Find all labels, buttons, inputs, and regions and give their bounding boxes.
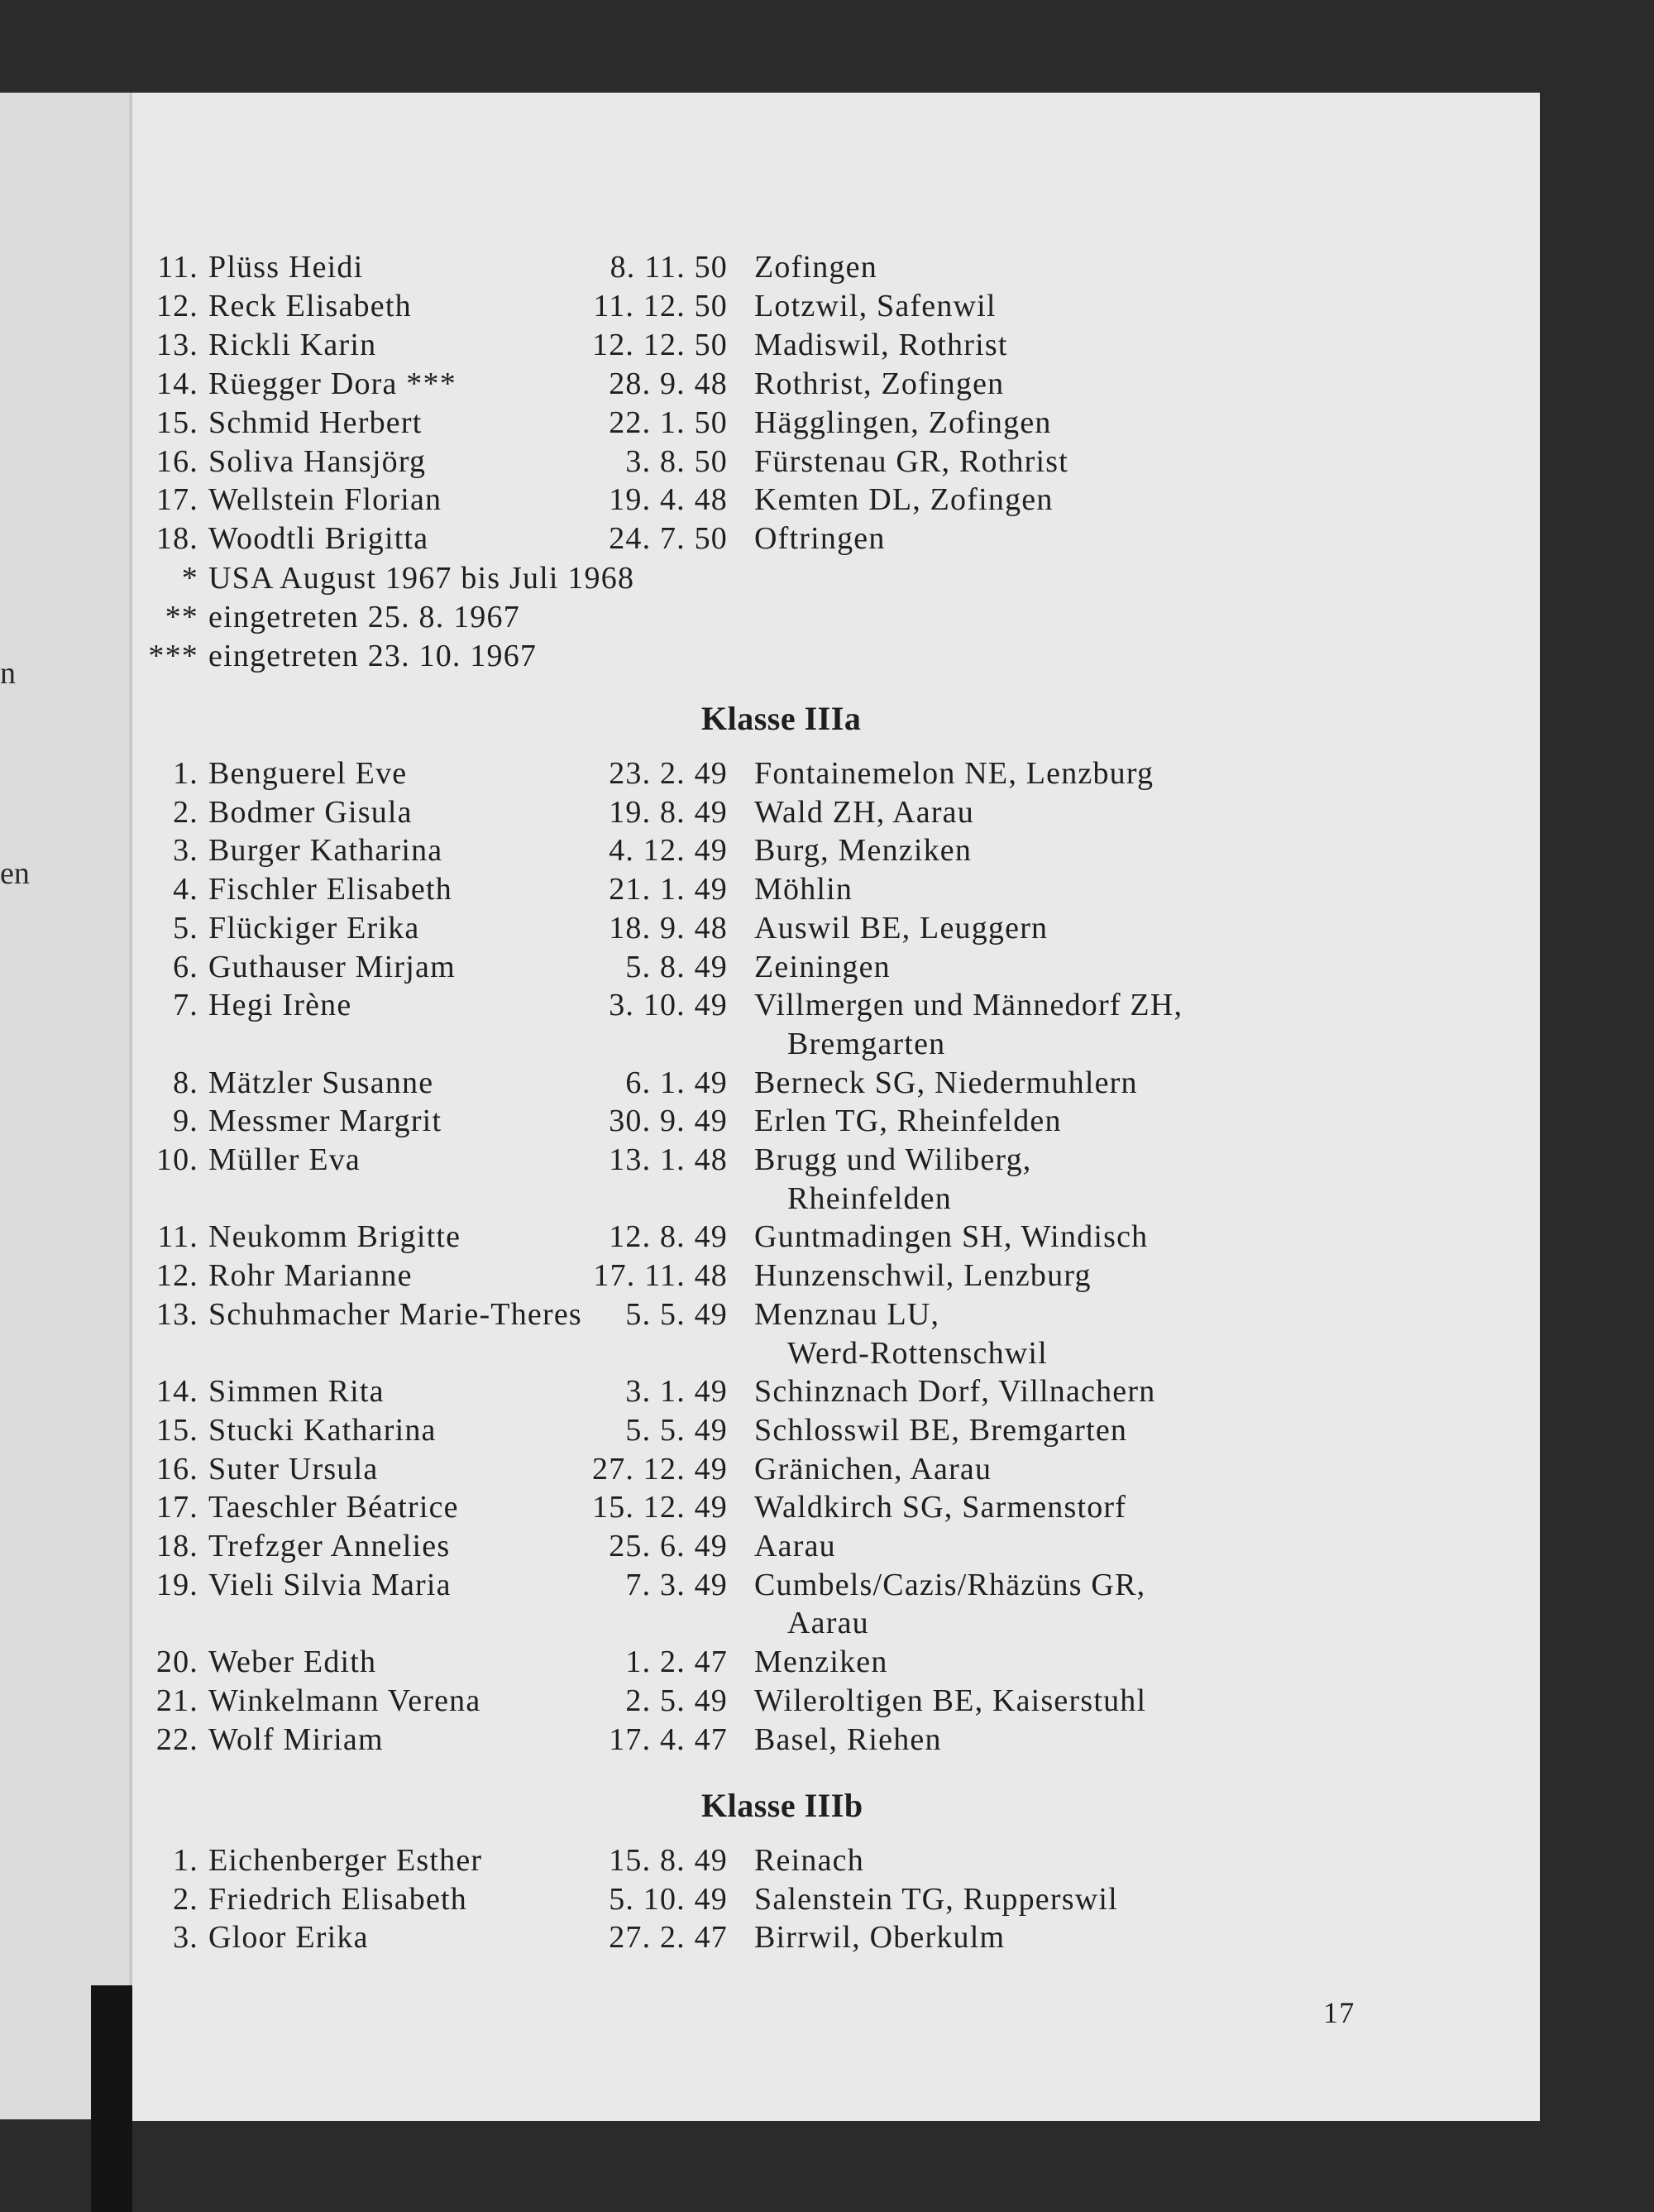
student-name: Rickli Karin (208, 327, 377, 362)
footnote-text: eingetreten 25. 8. 1967 (208, 600, 520, 634)
student-name: Flückiger Erika (208, 910, 420, 946)
place-of-origin: Lotzwil, Safenwil (754, 288, 997, 323)
birth-date: 2. 5. 49 (625, 1683, 728, 1718)
table-row (132, 909, 1538, 947)
place-of-origin: Menznau LU, (754, 1296, 940, 1332)
row-number: 18. (155, 1529, 198, 1563)
student-name: Schuhmacher Marie-Theres (208, 1296, 582, 1332)
birth-date: 17. 11. 48 (593, 1258, 728, 1294)
place-of-origin: Gränichen, Aarau (754, 1451, 992, 1487)
student-name: Benguerel Eve (208, 756, 408, 791)
left-page-fragment: n (0, 656, 16, 691)
row-number: 7. (173, 988, 198, 1023)
birth-date: 15. 12. 49 (592, 1490, 728, 1525)
table-row-continuation (132, 1334, 1538, 1372)
place-of-origin: Oftringen (754, 521, 886, 557)
footnote-mark: * (181, 561, 198, 596)
row-number: 3. (173, 833, 198, 869)
place-of-origin: Fürstenau GR, Rothrist (754, 443, 1069, 479)
table-row (132, 870, 1538, 908)
row-number: 16. (155, 443, 198, 479)
row-number: 4. (173, 872, 198, 907)
table-row-continuation (132, 1180, 1538, 1218)
table-row (132, 831, 1538, 869)
footnote (132, 598, 959, 636)
row-number: 10. (155, 1142, 198, 1177)
place-of-origin: Möhlin (754, 872, 853, 907)
birth-date: 11. 12. 50 (593, 288, 728, 323)
row-number: 15. (155, 405, 198, 440)
table-row (132, 1218, 1538, 1256)
birth-date: 12. 8. 49 (609, 1219, 728, 1255)
student-name: Wolf Miriam (208, 1721, 384, 1757)
row-number: 14. (155, 1374, 198, 1410)
birth-date: 8. 11. 50 (609, 250, 728, 285)
table-row (132, 443, 1538, 481)
student-name: Messmer Margrit (208, 1104, 442, 1139)
footnote-text: eingetreten 23. 10. 1967 (208, 639, 538, 673)
student-name: Woodtli Brigitta (208, 521, 429, 557)
footnote-text: USA August 1967 bis Juli 1968 (208, 561, 635, 596)
birth-date: 19. 8. 49 (609, 794, 728, 830)
table-row-continuation (132, 1604, 1538, 1642)
row-number: 15. (155, 1412, 198, 1448)
place-of-origin: Erlen TG, Rheinfelden (754, 1104, 1062, 1139)
birth-date: 15. 8. 49 (609, 1843, 728, 1878)
birth-date: 23. 2. 49 (609, 756, 728, 791)
heading-klasse-iiia: Klasse IIIa (701, 700, 862, 737)
place-of-origin: Hägglingen, Zofingen (754, 405, 1052, 440)
table-row (132, 326, 1538, 364)
row-number: 13. (155, 1296, 198, 1332)
place-of-origin: Menziken (754, 1645, 888, 1680)
document-page (132, 93, 1540, 2121)
place-of-origin-continued: Werd-Rottenschwil (787, 1335, 1048, 1371)
birth-date: 27. 12. 49 (592, 1451, 728, 1487)
row-number: 5. (173, 910, 198, 946)
table-row (132, 519, 1538, 558)
student-name: Guthauser Mirjam (208, 949, 456, 984)
left-page-fragment: en (0, 856, 30, 891)
row-number: 9. (173, 1104, 198, 1139)
student-name: Hegi Irène (208, 988, 352, 1023)
left-page-edge (0, 93, 141, 2119)
footnote-mark: *** (148, 639, 198, 673)
birth-date: 27. 2. 47 (609, 1920, 728, 1956)
place-of-origin: Rothrist, Zofingen (754, 366, 1005, 401)
place-of-origin: Basel, Riehen (754, 1721, 942, 1757)
place-of-origin: Burg, Menziken (754, 833, 973, 869)
table-row (132, 1064, 1538, 1102)
student-name: Suter Ursula (208, 1451, 379, 1487)
table-row (132, 1918, 1538, 1956)
birth-date: 4. 12. 49 (609, 833, 728, 869)
birth-date: 21. 1. 49 (609, 872, 728, 907)
place-of-origin: Berneck SG, Niedermuhlern (754, 1065, 1138, 1100)
row-number: 11. (157, 1219, 198, 1255)
place-of-origin: Hunzenschwil, Lenzburg (754, 1258, 1092, 1294)
place-of-origin: Wileroltigen BE, Kaiserstuhl (754, 1683, 1147, 1718)
binding-strip (91, 1985, 132, 2212)
table-row (132, 1527, 1538, 1565)
row-number: 21. (155, 1683, 198, 1718)
row-number: 13. (155, 327, 198, 362)
student-name: Simmen Rita (208, 1374, 385, 1410)
place-of-origin: Schinznach Dorf, Villnachern (754, 1374, 1156, 1410)
row-number: 20. (155, 1645, 198, 1680)
row-number: 22. (155, 1721, 198, 1757)
place-of-origin: Kemten DL, Zofingen (754, 482, 1054, 518)
row-number: 2. (173, 794, 198, 830)
table-row (132, 1257, 1538, 1295)
birth-date: 5. 10. 49 (609, 1881, 728, 1917)
table-row (132, 986, 1538, 1024)
birth-date: 7. 3. 49 (625, 1567, 728, 1602)
place-of-origin-continued: Aarau (787, 1606, 869, 1641)
row-number: 8. (173, 1065, 198, 1100)
place-of-origin: Guntmadingen SH, Windisch (754, 1219, 1149, 1255)
student-name: Burger Katharina (208, 833, 443, 869)
table-row (132, 1295, 1538, 1333)
birth-date: 18. 9. 48 (609, 910, 728, 946)
row-number: 17. (155, 1490, 198, 1525)
student-name: Plüss Heidi (208, 250, 364, 285)
student-name: Taeschler Béatrice (208, 1490, 459, 1525)
row-number: 2. (173, 1881, 198, 1917)
place-of-origin: Birrwil, Oberkulm (754, 1920, 1006, 1956)
student-name: Schmid Herbert (208, 405, 423, 440)
student-name: Vieli Silvia Maria (208, 1567, 452, 1602)
student-name: Weber Edith (208, 1645, 377, 1680)
heading-klasse-iiib: Klasse IIIb (701, 1787, 863, 1824)
place-of-origin: Cumbels/Cazis/Rhäzüns GR, (754, 1567, 1146, 1602)
birth-date: 28. 9. 48 (609, 366, 728, 401)
place-of-origin: Zofingen (754, 250, 877, 285)
birth-date: 3. 10. 49 (609, 988, 728, 1023)
row-number: 12. (155, 288, 198, 323)
student-name: Reck Elisabeth (208, 288, 412, 323)
student-name: Mätzler Susanne (208, 1065, 434, 1100)
student-name: Eichenberger Esther (208, 1843, 483, 1878)
place-of-origin: Waldkirch SG, Sarmenstorf (754, 1490, 1127, 1525)
row-number: 6. (173, 949, 198, 984)
table-row (132, 287, 1538, 325)
place-of-origin: Salenstein TG, Rupperswil (754, 1881, 1118, 1917)
birth-date: 24. 7. 50 (609, 521, 728, 557)
student-name: Trefzger Annelies (208, 1529, 451, 1563)
birth-date: 17. 4. 47 (609, 1721, 728, 1757)
birth-date: 30. 9. 49 (609, 1104, 728, 1139)
table-row (132, 1721, 1538, 1759)
birth-date: 22. 1. 50 (609, 405, 728, 440)
footnote (132, 637, 959, 675)
birth-date: 1. 2. 47 (625, 1645, 728, 1680)
student-name: Rüegger Dora *** (208, 366, 457, 401)
student-name: Müller Eva (208, 1142, 361, 1177)
row-number: 1. (173, 756, 198, 791)
place-of-origin: Madiswil, Rothrist (754, 327, 1008, 362)
table-row (132, 1411, 1538, 1449)
row-number: 14. (155, 366, 198, 401)
table-row (132, 1450, 1538, 1488)
place-of-origin-continued: Rheinfelden (787, 1180, 952, 1216)
table-row (132, 948, 1538, 986)
student-name: Wellstein Florian (208, 482, 442, 518)
birth-date: 5. 5. 49 (625, 1296, 728, 1332)
birth-date: 12. 12. 50 (592, 327, 728, 362)
table-row (132, 1141, 1538, 1179)
table-row-continuation (132, 1025, 1538, 1063)
table-row (132, 365, 1538, 403)
row-number: 12. (155, 1258, 198, 1294)
table-row (132, 793, 1538, 831)
student-name: Gloor Erika (208, 1920, 369, 1956)
table-row (132, 404, 1538, 442)
row-number: 3. (173, 1920, 198, 1956)
birth-date: 5. 5. 49 (625, 1412, 728, 1448)
table-row (132, 248, 1538, 286)
birth-date: 5. 8. 49 (625, 949, 728, 984)
row-number: 11. (157, 250, 198, 285)
student-name: Stucki Katharina (208, 1412, 437, 1448)
place-of-origin: Schlosswil BE, Bremgarten (754, 1412, 1128, 1448)
row-number: 1. (173, 1843, 198, 1878)
place-of-origin: Auswil BE, Leuggern (754, 910, 1049, 946)
birth-date: 6. 1. 49 (625, 1065, 728, 1100)
table-row (132, 1643, 1538, 1681)
student-name: Fischler Elisabeth (208, 872, 452, 907)
birth-date: 19. 4. 48 (609, 482, 728, 518)
table-row (132, 1488, 1538, 1526)
row-number: 16. (155, 1451, 198, 1487)
footnote-mark: ** (165, 600, 198, 634)
place-of-origin: Villmergen und Männedorf ZH, (754, 988, 1183, 1023)
place-of-origin-continued: Bremgarten (787, 1026, 946, 1061)
student-name: Friedrich Elisabeth (208, 1881, 467, 1917)
place-of-origin: Zeiningen (754, 949, 891, 984)
table-row (132, 1682, 1538, 1720)
birth-date: 3. 8. 50 (625, 443, 728, 479)
table-row (132, 1566, 1538, 1604)
place-of-origin: Wald ZH, Aarau (754, 794, 974, 830)
student-name: Winkelmann Verena (208, 1683, 481, 1718)
student-name: Bodmer Gisula (208, 794, 413, 830)
student-name: Neukomm Brigitte (208, 1219, 461, 1255)
table-row (132, 754, 1538, 792)
table-row (132, 1841, 1538, 1879)
row-number: 19. (155, 1567, 198, 1602)
student-name: Soliva Hansjörg (208, 443, 427, 479)
place-of-origin: Brugg und Wiliberg, (754, 1142, 1032, 1177)
birth-date: 25. 6. 49 (609, 1529, 728, 1563)
table-row (132, 1880, 1538, 1918)
page-number: 17 (1323, 1996, 1355, 2029)
place-of-origin: Aarau (754, 1529, 836, 1563)
birth-date: 13. 1. 48 (609, 1142, 728, 1177)
table-row (132, 1372, 1538, 1410)
row-number: 18. (155, 521, 198, 557)
place-of-origin: Reinach (754, 1843, 864, 1878)
student-name: Rohr Marianne (208, 1258, 413, 1294)
table-row (132, 1102, 1538, 1140)
footnote (132, 559, 959, 597)
row-number: 17. (155, 482, 198, 518)
table-row (132, 481, 1538, 519)
birth-date: 3. 1. 49 (625, 1374, 728, 1410)
place-of-origin: Fontainemelon NE, Lenzburg (754, 756, 1154, 791)
